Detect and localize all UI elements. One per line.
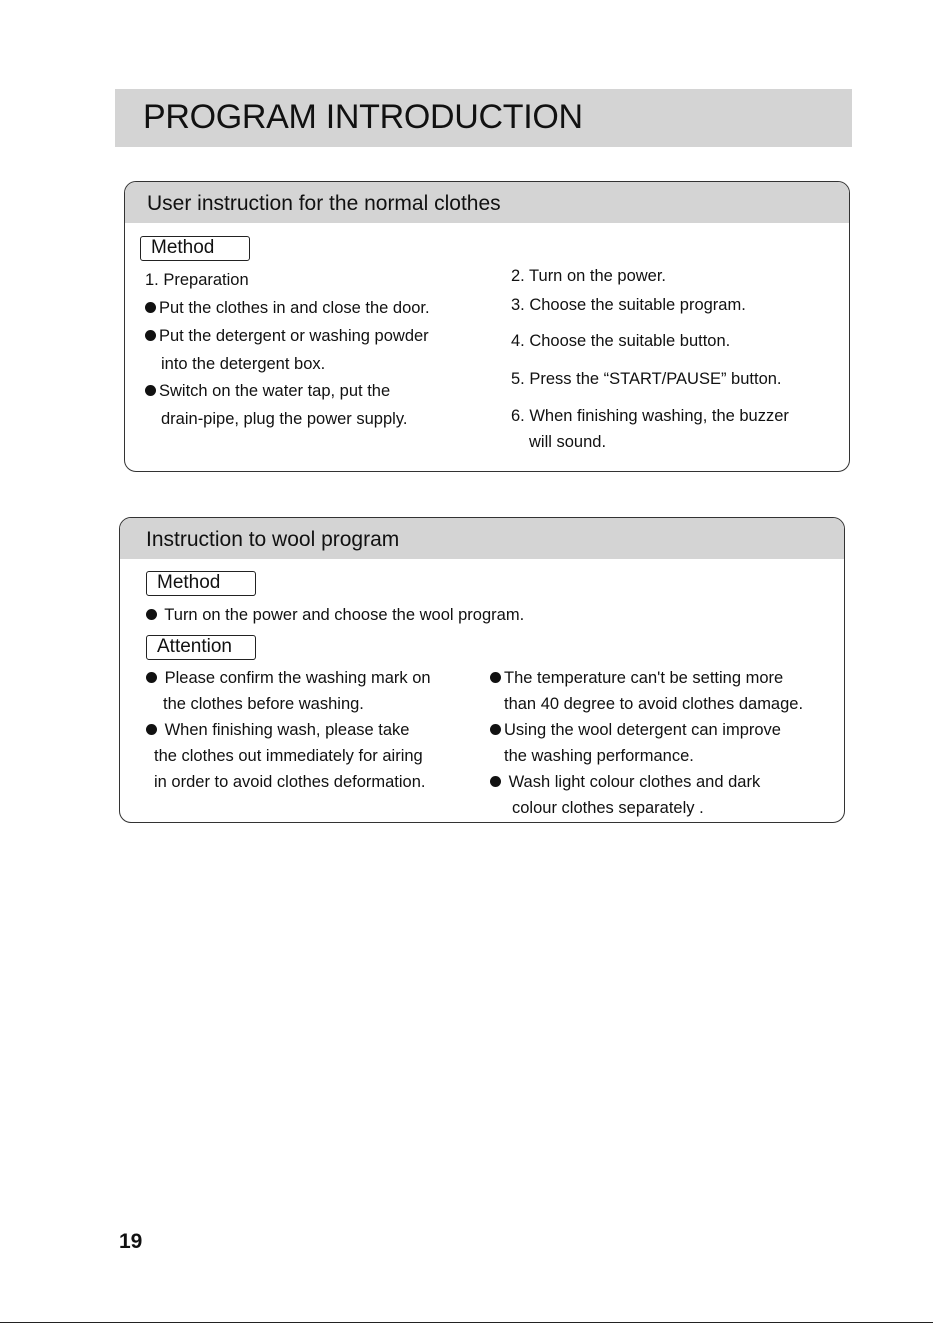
step-3: 3. Choose the suitable program.	[511, 296, 746, 314]
bullet-icon	[146, 672, 157, 683]
list-item: Put the detergent or washing powder	[145, 326, 429, 346]
bottom-rule	[0, 1322, 933, 1323]
list-item-continued: into the detergent box.	[161, 355, 326, 373]
attention-item-continued: the clothes out immediately for airing	[154, 747, 423, 765]
page-number: 19	[119, 1230, 143, 1253]
bullet-icon	[146, 609, 157, 620]
step-5: 5. Press the “START/PAUSE” button.	[511, 370, 782, 388]
attention-label: Attention	[146, 635, 256, 660]
bullet-icon	[490, 724, 501, 735]
bullet-icon	[145, 330, 156, 341]
wool-program-panel	[119, 517, 845, 823]
normal-clothes-panel	[124, 181, 850, 472]
step-6-continued: will sound.	[529, 433, 607, 451]
list-item: Switch on the water tap, put the	[145, 381, 390, 401]
panel-title: Instruction to wool program	[146, 528, 400, 551]
step-2: 2. Turn on the power.	[511, 267, 667, 285]
attention-item: Please confirm the washing mark on	[146, 668, 431, 688]
attention-item: Wash light colour clothes and dark	[490, 772, 760, 792]
method-item: Turn on the power and choose the wool program.	[146, 605, 524, 625]
method-label: Method	[140, 236, 250, 261]
bullet-icon	[146, 724, 157, 735]
preparation-heading: 1. Preparation	[145, 271, 249, 289]
bullet-icon	[490, 672, 501, 683]
page-title: PROGRAM INTRODUCTION	[143, 98, 583, 136]
method-label: Method	[146, 571, 256, 596]
attention-item: Using the wool detergent can improve	[490, 720, 781, 740]
step-4: 4. Choose the suitable button.	[511, 332, 731, 350]
attention-item-continued: the washing performance.	[504, 747, 694, 765]
attention-item-continued: the clothes before washing.	[163, 695, 364, 713]
attention-item-continued: colour clothes separately .	[512, 799, 704, 817]
bullet-icon	[490, 776, 501, 787]
bullet-icon	[145, 302, 156, 313]
step-6: 6. When finishing washing, the buzzer	[511, 407, 789, 425]
panel-title: User instruction for the normal clothes	[147, 192, 501, 215]
bullet-icon	[145, 385, 156, 396]
list-item: Put the clothes in and close the door.	[145, 298, 430, 318]
attention-item-continued: in order to avoid clothes deformation.	[154, 773, 426, 791]
attention-item-continued: than 40 degree to avoid clothes damage.	[504, 695, 804, 713]
list-item-continued: drain-pipe, plug the power supply.	[161, 410, 408, 428]
attention-item: When finishing wash, please take	[146, 720, 409, 740]
attention-item: The temperature can't be setting more	[490, 668, 783, 688]
